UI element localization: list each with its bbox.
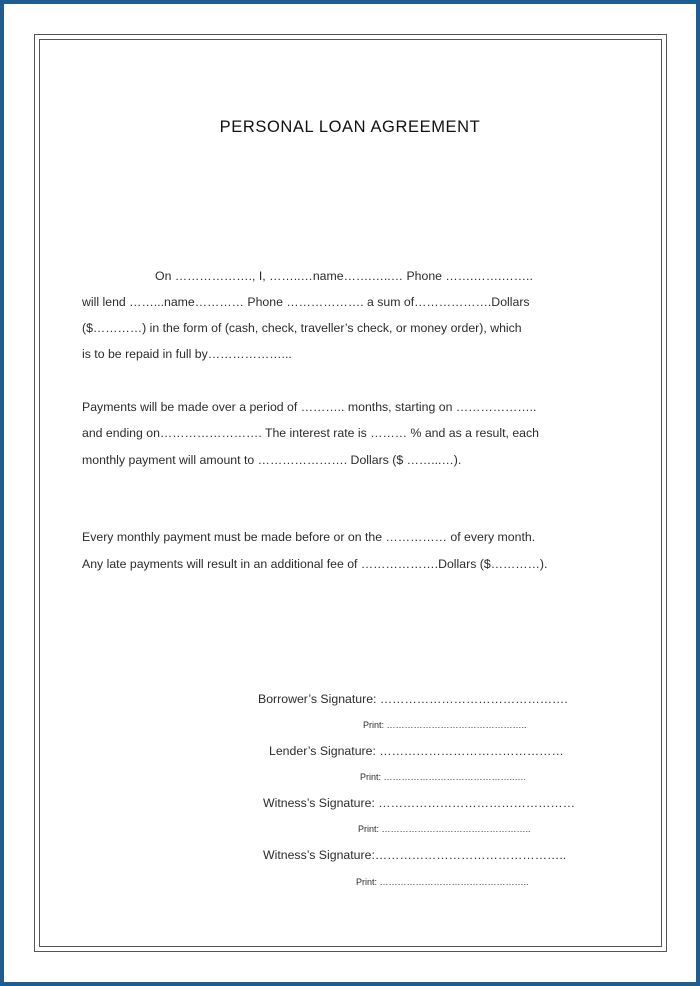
paragraph3-line2: Any late payments will result in an additional fee of ……………….Dollars ($…………). [82, 557, 548, 571]
paragraph1-line4: is to be repaid in full by………………... [82, 347, 292, 361]
witness1-signature-line: Witness’s Signature: ………………………………………… [263, 796, 576, 810]
paragraph2-line2: and ending on……………………. The interest rate is ……… % and as a result, each [82, 426, 540, 440]
paragraph2-line1: Payments will be made over a period of ……….. months, starting on ……………….. [82, 400, 537, 414]
document-page [34, 34, 667, 952]
paragraph1-line2: will lend ……...name………… Phone ………………. a sum of……………….Dollars [82, 295, 530, 309]
witness2-print-line: Print: ………………………………………….. [356, 877, 529, 887]
witness2-signature-line: Witness’s Signature:……………………………………….. [263, 848, 567, 862]
inner-border [39, 39, 662, 947]
document-title: PERSONAL LOAN AGREEMENT [219, 118, 481, 136]
borrower-print-line: Print: ……………………………………….. [363, 720, 527, 730]
paragraph1-line1: On ………………., I, ……..…name…….…..… Phone …….…….…….. [155, 269, 533, 283]
paragraph1-line3: ($…………) in the form of (cash, check, traveller’s check, or money order), which [82, 321, 522, 335]
lender-print-line: Print: ……………………………………..…. [360, 772, 527, 782]
borrower-signature-line: Borrower’s Signature: ………………………………………. [258, 692, 568, 706]
paragraph2-line3: monthly payment will amount to …………………. Dollars ($ ……...…). [82, 453, 462, 467]
witness1-print-line: Print: ………………………………………….. [358, 824, 531, 834]
lender-signature-line: Lender’s Signature: ……………………………………… [269, 744, 564, 758]
paragraph3-line1: Every monthly payment must be made before or on the …………… of every month. [82, 530, 536, 544]
